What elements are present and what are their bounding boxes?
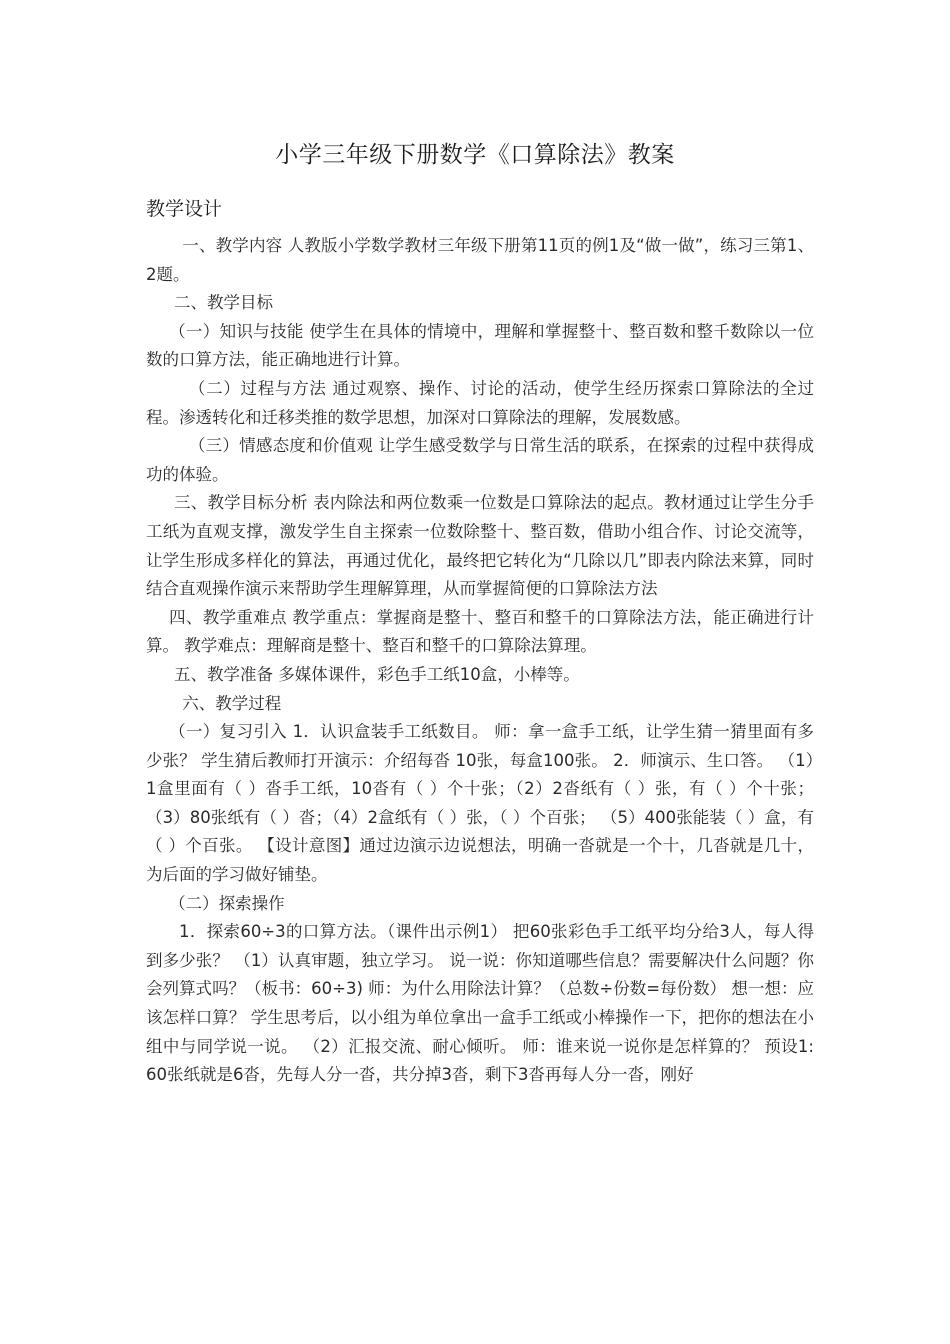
document-title: 小学三年级下册数学《口算除法》教案 (275, 142, 675, 168)
paragraph-teaching-process-heading: 六、教学过程 (182, 693, 282, 713)
paragraph-goal-analysis: 三、教学目标分析 表内除法和两位数乘一位数是口算除法的起点。教材通过让学生分手工纸为直观支撑，激发学生自主探索一位数除整十、整百数，借助小组合作、讨论交流等，让学生形成多样化的算法，再通过优化，最终把它转化为“几除以几”即表内除法来算，同时结合直观操作演示来帮助学生理解算理，从而掌握简便的口算除法方法 (146, 493, 814, 599)
section-heading: 教学设计 (146, 198, 223, 220)
paragraph-teaching-content: 一、教学内容 人教版小学数学教材三年级下册第11页的例1及“做一做”，练习三第1、2题。 (146, 236, 814, 284)
paragraph-process-methods: （二）过程与方法 通过观察、操作、讨论的活动，使学生经历探索口算除法的全过程。渗透转化和迁移类推的数学思想，加深对口算除法的理解，发展数感。 (146, 378, 814, 427)
paragraph-attitude-values: （三）情感态度和价值观 让学生感受数学与日常生活的联系，在探索的过程中获得成功的体验。 (146, 436, 814, 484)
paragraph-explore-heading: （二）探索操作 (169, 893, 285, 913)
paragraph-review-intro: （一）复习引入 1．认识盒装手工纸数目。 师：拿一盒手工纸，让学生猜一猜里面有多少张？ 学生猜后教师打开演示：介绍每沓 10张，每盒100张。 2．师演示、生口答。 （1）1盒里面有（ ）沓手工纸，10沓有（ ）个十张；（2）2沓纸有（ ）张，有（ ）个十张； （3）80张纸有（ ）沓；（4）2盒纸有（ ）张，（ ）个百张； （5）400张能装（ ）盒，有（ ）个百张。 【设计意图】通过边演示边说想法，明确一沓就是一个十，几沓就是几十，为后面的学习做好铺垫。 (146, 722, 814, 885)
paragraph-teaching-preparation: 五、教学准备 多媒体课件，彩色手工纸10盒，小棒等。 (174, 664, 580, 684)
paragraph-knowledge-skills: （一）知识与技能 使学生在具体的情境中，理解和掌握整十、整百数和整千数除以一位数的口算方法，能正确地进行计算。 (146, 321, 814, 370)
paragraph-teaching-goals-heading: 二、教学目标 (174, 293, 274, 313)
document-body (146, 232, 814, 1090)
paragraph-explore-60-div-3: 1．探索60÷3的口算方法。（课件出示例1） 把60张彩色手工纸平均分给3人，每人得到多少张？ （1）认真审题，独立学习。 说一说：你知道哪些信息？需要解决什么问题？你会列算式吗？（板书：60÷3) 师：为什么用除法计算？（总数÷份数=每份数） 想一想：应该怎样口算？ 学生思考后，以小组为单位拿出一盒手工纸或小棒操作一下，把你的想法在小组中与同学说一说。 （2）汇报交流、耐心倾听。 师：谁来说一说你是怎样算的？ 预设1: 60张纸就是6沓，先每人分一沓，共分掉3沓，剩下3沓再每人分一沓，刚好 (146, 922, 814, 1085)
paragraph-key-difficulties: 四、教学重难点 教学重点：掌握商是整十、整百和整千的口算除法方法，能正确进行计算。 教学难点：理解商是整十、整百和整千的口算除法算理。 (146, 607, 814, 656)
